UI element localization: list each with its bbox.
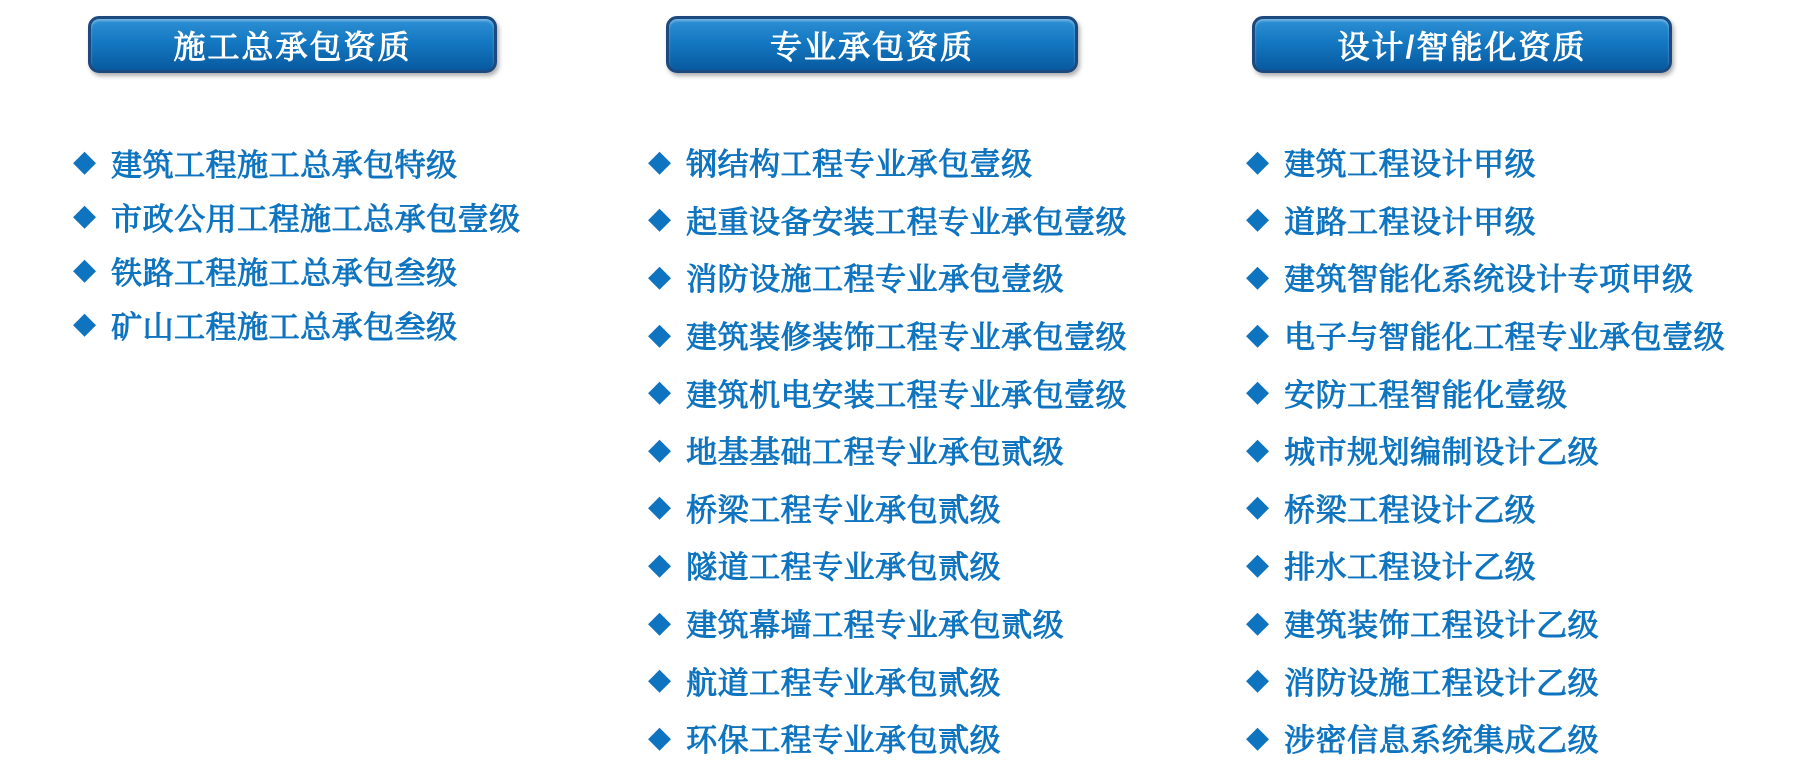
qualification-item-label: 排水工程设计乙级 — [1284, 550, 1537, 586]
qualification-item-label: 城市规划编制设计乙级 — [1284, 435, 1600, 471]
list-item — [648, 306, 1127, 364]
qualification-item-label: 安防工程智能化壹级 — [1284, 377, 1568, 413]
list-item — [1246, 191, 1725, 249]
list-item — [648, 594, 1127, 652]
qualification-item-label: 钢结构工程专业承包壹级 — [686, 147, 1033, 183]
qualification-item-label: 建筑装修装饰工程专业承包壹级 — [686, 320, 1128, 356]
diamond-bullet-icon: ◆ — [1246, 720, 1270, 754]
diamond-bullet-icon: ◆ — [1246, 202, 1270, 236]
qualification-item-label: 航道工程专业承包贰级 — [686, 665, 1002, 701]
qualification-item-label: 桥梁工程设计乙级 — [1284, 492, 1537, 528]
header-badge-professional-contracting: 专业承包资质 — [666, 16, 1078, 73]
diamond-bullet-icon: ◆ — [648, 720, 672, 754]
qualification-item-label: 消防设施工程设计乙级 — [1284, 665, 1600, 701]
diamond-bullet-icon: ◆ — [648, 259, 672, 293]
qualification-item-label: 地基基础工程专业承包贰级 — [686, 435, 1065, 471]
qualification-list-design-intelligence — [1246, 133, 1725, 767]
diamond-bullet-icon: ◆ — [1246, 259, 1270, 293]
diamond-bullet-icon: ◆ — [1246, 663, 1270, 697]
qualification-item-label: 铁路工程施工总承包叁级 — [111, 255, 458, 291]
diamond-bullet-icon: ◆ — [73, 199, 97, 232]
diamond-bullet-icon: ◆ — [1246, 605, 1270, 639]
list-item — [1246, 248, 1725, 306]
qualification-item-label: 矿山工程施工总承包叁级 — [111, 309, 458, 345]
header-badge-construction-general-contracting: 施工总承包资质 — [88, 16, 497, 73]
qualification-item-label: 隧道工程专业承包贰级 — [686, 550, 1002, 586]
qualification-item-label: 桥梁工程专业承包贰级 — [686, 492, 1002, 528]
list-item — [1246, 709, 1725, 767]
qualification-item-label: 起重设备安装工程专业承包壹级 — [686, 204, 1128, 240]
qualification-item-label: 环保工程专业承包贰级 — [686, 723, 1002, 759]
list-item — [1246, 479, 1725, 537]
qualification-item-label: 涉密信息系统集成乙级 — [1284, 723, 1600, 759]
list-item — [648, 363, 1127, 421]
list-item — [1246, 421, 1725, 479]
qualification-item-label: 建筑智能化系统设计专项甲级 — [1284, 262, 1694, 298]
diamond-bullet-icon: ◆ — [648, 663, 672, 697]
list-item — [648, 479, 1127, 537]
diamond-bullet-icon: ◆ — [648, 490, 672, 524]
list-item — [648, 651, 1127, 709]
diamond-bullet-icon: ◆ — [648, 547, 672, 581]
qualification-list-construction-general-contracting — [73, 135, 521, 351]
qualification-item-label: 建筑机电安装工程专业承包壹级 — [686, 377, 1128, 413]
diamond-bullet-icon: ◆ — [648, 202, 672, 236]
list-item — [1246, 536, 1725, 594]
list-item — [1246, 594, 1725, 652]
qualification-item-label: 市政公用工程施工总承包壹级 — [111, 201, 521, 237]
list-item — [1246, 306, 1725, 364]
diamond-bullet-icon: ◆ — [1246, 432, 1270, 466]
qualification-item-label: 消防设施工程专业承包壹级 — [686, 262, 1065, 298]
list-item — [1246, 651, 1725, 709]
diamond-bullet-icon: ◆ — [1246, 375, 1270, 409]
diamond-bullet-icon: ◆ — [648, 144, 672, 178]
list-item — [648, 248, 1127, 306]
diamond-bullet-icon: ◆ — [73, 253, 97, 286]
diamond-bullet-icon: ◆ — [648, 432, 672, 466]
list-item — [648, 536, 1127, 594]
qualification-item-label: 建筑工程设计甲级 — [1284, 147, 1537, 183]
list-item — [73, 189, 521, 243]
list-item — [73, 297, 521, 351]
diamond-bullet-icon: ◆ — [648, 375, 672, 409]
diamond-bullet-icon: ◆ — [73, 145, 97, 178]
list-item — [1246, 133, 1725, 191]
list-item — [73, 243, 521, 297]
list-item — [648, 421, 1127, 479]
list-item — [1246, 363, 1725, 421]
diamond-bullet-icon: ◆ — [1246, 547, 1270, 581]
list-item — [648, 709, 1127, 767]
header-badge-design-intelligence: 设计/智能化资质 — [1252, 16, 1672, 73]
diamond-bullet-icon: ◆ — [73, 307, 97, 340]
list-item — [648, 191, 1127, 249]
qualification-item-label: 建筑工程施工总承包特级 — [111, 147, 458, 183]
qualification-item-label: 道路工程设计甲级 — [1284, 204, 1537, 240]
diamond-bullet-icon: ◆ — [1246, 490, 1270, 524]
qualification-item-label: 电子与智能化工程专业承包壹级 — [1284, 320, 1726, 356]
list-item — [648, 133, 1127, 191]
diamond-bullet-icon: ◆ — [1246, 317, 1270, 351]
qualification-item-label: 建筑装饰工程设计乙级 — [1284, 608, 1600, 644]
diamond-bullet-icon: ◆ — [648, 605, 672, 639]
qualification-list-professional-contracting — [648, 133, 1127, 767]
diamond-bullet-icon: ◆ — [648, 317, 672, 351]
qualification-item-label: 建筑幕墙工程专业承包贰级 — [686, 608, 1065, 644]
list-item — [73, 135, 521, 189]
diamond-bullet-icon: ◆ — [1246, 144, 1270, 178]
